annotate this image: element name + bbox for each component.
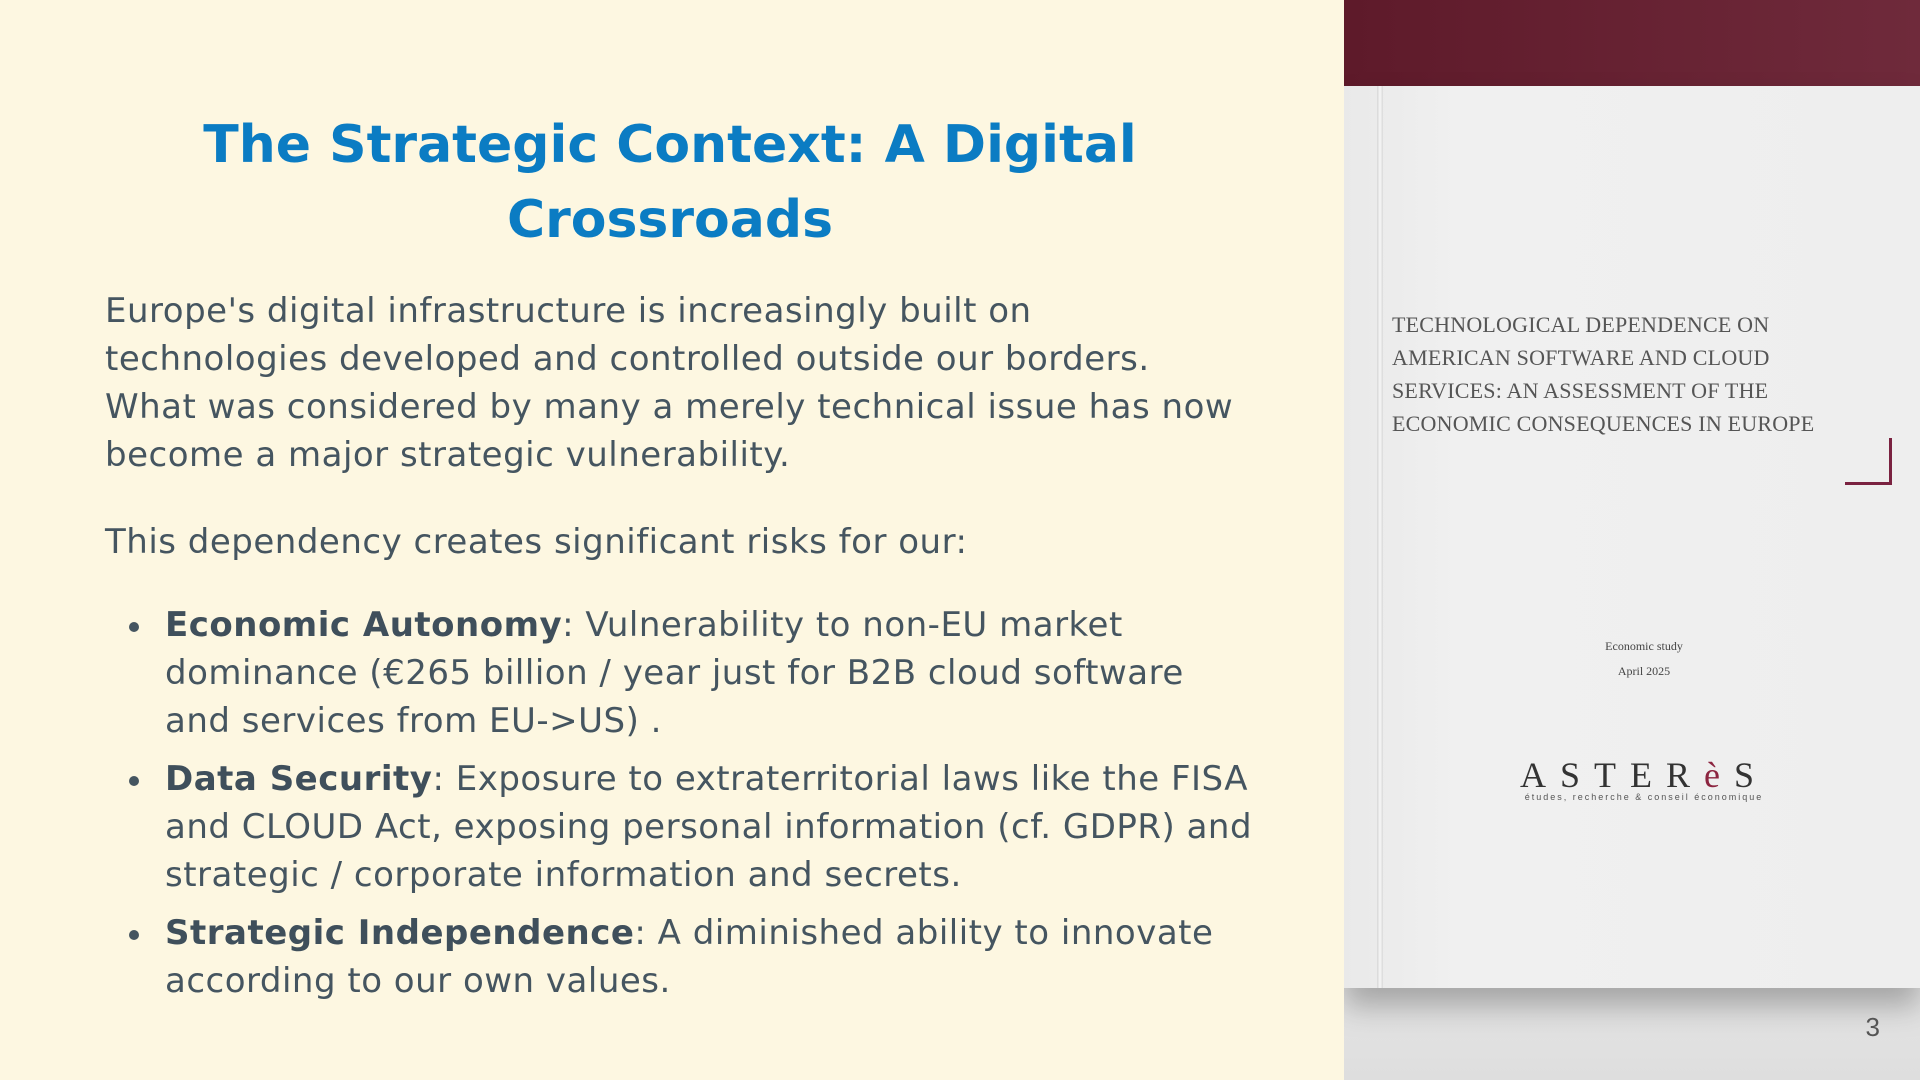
page-number: 3 xyxy=(1865,1012,1880,1042)
risk-label: Data Security xyxy=(165,759,433,799)
risk-item-data-security xyxy=(105,755,1255,899)
risks-intro-paragraph: This dependency creates significant risks for our: xyxy=(105,522,968,562)
asteres-logo xyxy=(1494,754,1794,802)
bullet-icon xyxy=(129,776,139,786)
slide-title: The Strategic Context: A Digital Crossroads xyxy=(203,115,1137,250)
report-study-type: Economic study xyxy=(1605,639,1683,653)
logo-wordmark: ASTERèS xyxy=(1519,755,1769,795)
intro-paragraph: Europe's digital infrastructure is increasingly built on technologies developed and controlled outside our borders. What was considered by many a merely technical issue has now become a major strategic vulnerability. xyxy=(105,291,1234,475)
risk-text: : Vulnerability to non-EU market dominance (€265 billion / year just for B2B cloud software and services from EU->US) . xyxy=(165,605,1184,741)
logo-tagline: études, recherche & conseil économique xyxy=(1524,792,1764,802)
report-date: April 2025 xyxy=(1617,664,1671,678)
risk-label: Economic Autonomy xyxy=(165,605,563,645)
report-title: TECHNOLOGICAL DEPENDENCE ON AMERICAN SOFTWARE AND CLOUD SERVICES: AN ASSESSMENT OF THE ECONOMIC CONSEQUENCES IN EUROPE xyxy=(1392,312,1815,436)
report-document xyxy=(1344,86,1920,988)
risk-list xyxy=(105,601,1255,1015)
cover-top-band xyxy=(1344,0,1920,86)
risk-text: : A diminished ability to innovate according to our own values. xyxy=(165,913,1214,1001)
report-spine xyxy=(1377,86,1383,988)
corner-bracket-icon xyxy=(1845,438,1892,485)
risk-item-strategic-independence xyxy=(105,909,1255,1005)
bullet-icon xyxy=(129,930,139,940)
risk-item-economic-autonomy xyxy=(105,601,1255,745)
risk-label: Strategic Independence xyxy=(165,913,635,953)
report-cover-image xyxy=(1344,0,1920,1080)
risk-text: : Exposure to extraterritorial laws like the FISA and CLOUD Act, exposing personal information (cf. GDPR) and strategic / corporate information and secrets. xyxy=(165,759,1253,895)
bullet-icon xyxy=(129,622,139,632)
